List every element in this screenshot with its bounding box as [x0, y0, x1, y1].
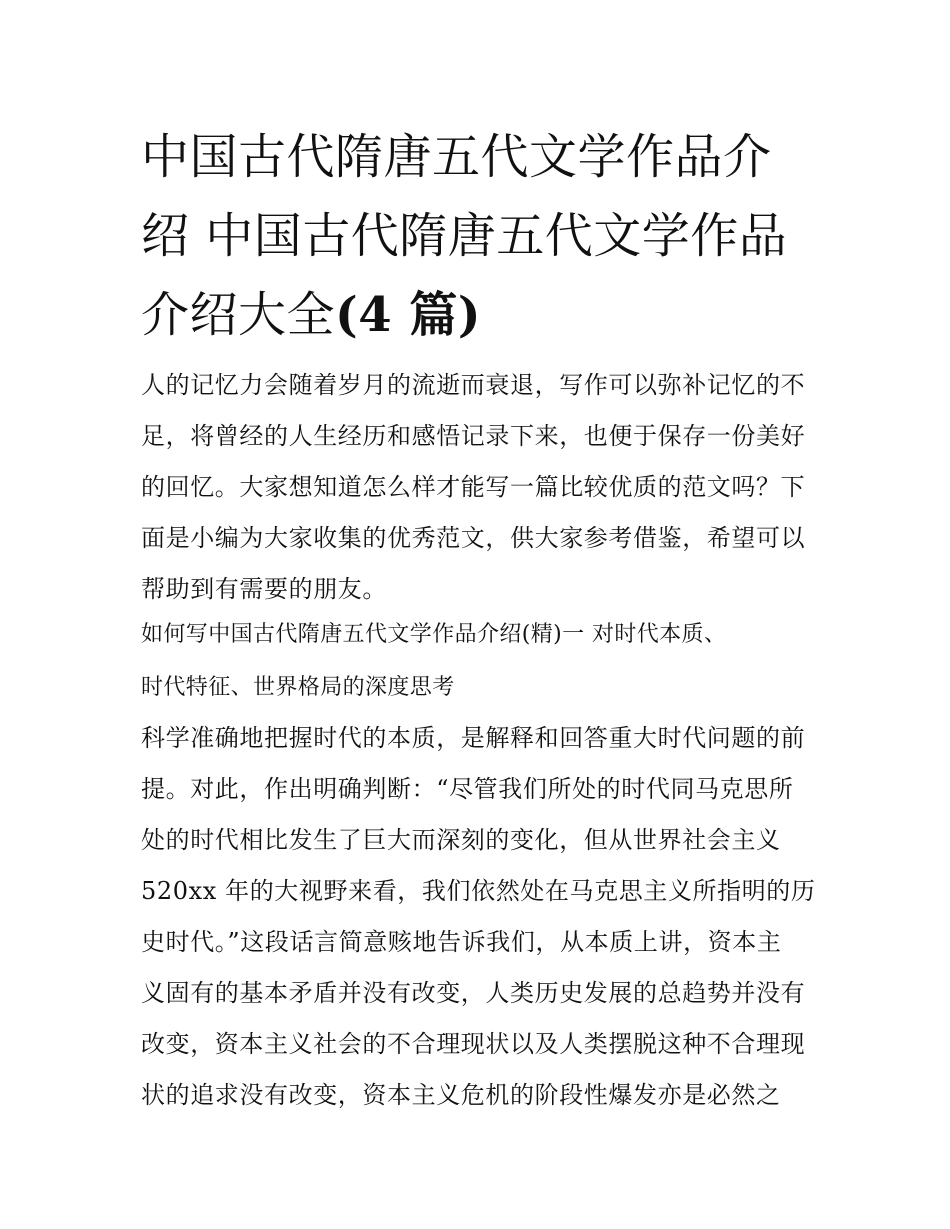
document-title: [141, 118, 821, 355]
title-line-2: 绍 中国古代隋唐五代文学作品: [141, 208, 788, 264]
section-heading: [141, 608, 817, 714]
body-line: 处的时代相比发生了巨大而深刻的变化，但从世界社会主义: [141, 826, 781, 854]
body-paragraph: [141, 713, 817, 1121]
section-heading-line: 时代特征、世界格局的深度思考: [141, 675, 455, 700]
intro-line: 人的记忆力会随着岁月的流逝而衰退，写作可以弥补记忆的不: [141, 371, 806, 399]
body-line: 提。对此，作出明确判断：“尽管我们所处的时代同马克思所: [141, 775, 794, 803]
body-line: 科学准确地把握时代的本质，是解释和回答重大时代问题的前: [141, 724, 806, 752]
body-line: 改变，资本主义社会的不合理现状以及人类摆脱这种不合理现: [141, 1030, 806, 1058]
intro-line: 足，将曾经的人生经历和感悟记录下来，也便于保存一份美好: [141, 422, 806, 450]
intro-line: 的回忆。大家想知道怎么样才能写一篇比较优质的范文吗？下: [141, 473, 806, 501]
intro-line: 帮助到有需要的朋友。: [141, 575, 387, 603]
body-line: 520xx 年的大视野来看，我们依然处在马克思主义所指明的历: [141, 877, 816, 905]
body-line: 义固有的基本矛盾并没有改变，人类历史发展的总趋势并没有: [141, 979, 806, 1007]
title-count: (4 篇): [335, 287, 482, 343]
title-line-3: 介绍大全: [141, 287, 336, 343]
body-line: 状的追求没有改变，资本主义危机的阶段性爆发亦是必然之: [141, 1081, 781, 1109]
title-line-1: 中国古代隋唐五代文学作品介: [141, 129, 772, 185]
section-heading-line: 如何写中国古代隋唐五代文学作品介绍(精)一 对时代本质、: [141, 622, 727, 647]
intro-line: 面是小编为大家收集的优秀范文，供大家参考借鉴，希望可以: [141, 524, 806, 552]
body-line: 史时代。”这段话言简意赅地告诉我们，从本质上讲，资本主: [141, 928, 782, 956]
intro-paragraph: [141, 360, 817, 615]
